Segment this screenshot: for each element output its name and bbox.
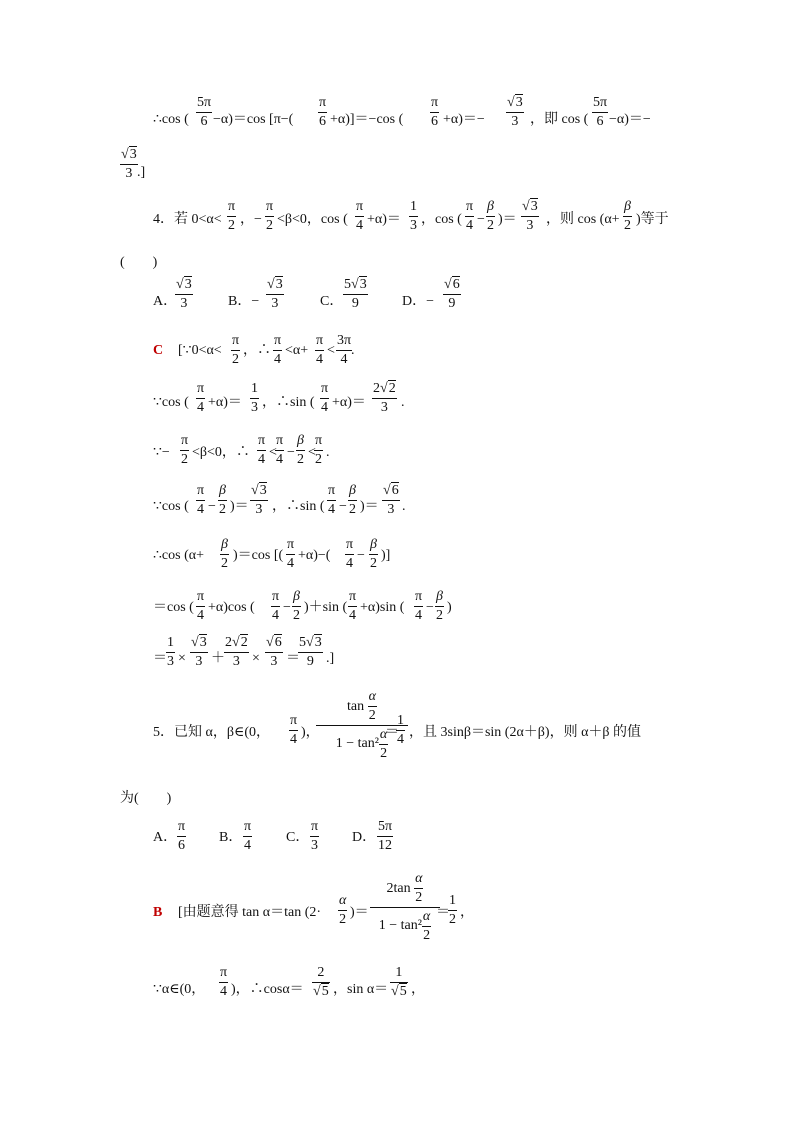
text: ＋ — [211, 651, 225, 666]
fraction: π 2 — [228, 199, 236, 233]
text: ，则 cos (α+ — [546, 212, 620, 227]
fraction: 5π 6 — [197, 95, 212, 129]
text: 为( ) — [120, 791, 172, 806]
option-a-value: √3 3 — [176, 277, 192, 311]
text: )＝ — [360, 499, 379, 514]
text: )＝cos [( — [233, 548, 284, 563]
text: −α)＝cos [π−( — [213, 112, 294, 127]
double-angle-fraction: 2tan $\frac{\alpha}{2}$ 1 − tan² $\frac{\alpha}{2}$ — [370, 872, 440, 943]
text: ∵cos ( — [153, 395, 189, 410]
fraction: π 4 — [356, 199, 364, 233]
fraction: π 6 — [319, 95, 327, 129]
text: −α)＝− — [609, 112, 651, 127]
fraction: π 2 — [232, 333, 240, 367]
text: . — [326, 445, 330, 460]
text: )＝ — [230, 499, 249, 514]
prev-answer-line-1 — [0, 96, 794, 136]
fraction: β 2 — [297, 433, 304, 467]
text: ，∴sin ( — [262, 395, 315, 410]
fraction: π 2 — [181, 433, 189, 467]
fraction: π 4 — [276, 433, 284, 467]
fraction: 2√2 3 — [225, 635, 248, 669]
text: +α)cos ( — [208, 600, 255, 615]
fraction: π 4 — [220, 965, 228, 999]
text: < — [308, 445, 316, 460]
text: < — [327, 343, 335, 358]
fraction: √3 3 — [522, 199, 538, 233]
text: ∵− — [153, 445, 170, 460]
q4-solution-5 — [0, 538, 794, 578]
text: 5．已知 α，β∈(0， — [153, 725, 270, 740]
fraction: π 4 — [346, 537, 354, 571]
option-c-label: C． — [320, 294, 344, 309]
text: )＝ — [498, 212, 517, 227]
fraction: 1 3 — [410, 199, 417, 233]
fraction: √3 3 — [251, 483, 267, 517]
option-c-value: π 3 — [311, 819, 319, 853]
fraction: π 4 — [258, 433, 266, 467]
fraction: √3 3 — [507, 95, 523, 129]
text: <β<0，cos ( — [277, 212, 348, 227]
fraction: α 2 — [339, 893, 347, 927]
text: ∴cos (α+ — [153, 548, 204, 563]
text: 4．若 0<α< — [153, 212, 222, 227]
q5-stem — [0, 690, 794, 776]
fraction: π 4 — [349, 589, 357, 623]
text: +α)＝ — [367, 212, 401, 227]
fraction: β 2 — [293, 589, 300, 623]
fraction: β 2 — [219, 483, 226, 517]
q4-solution-2 — [0, 382, 794, 422]
fraction: 3π 4 — [337, 333, 352, 367]
text: +α)−( — [298, 548, 331, 563]
fraction: 1 3 — [251, 381, 258, 415]
fraction: π 4 — [287, 537, 295, 571]
text: ，sin α＝ — [333, 982, 389, 997]
q4-solution-1 — [0, 334, 794, 374]
text: . — [402, 499, 406, 514]
option-a-value: π 6 — [178, 819, 186, 853]
option-b-label: B． — [219, 830, 243, 845]
fraction: π 4 — [316, 333, 324, 367]
fraction: π 4 — [328, 483, 336, 517]
text: ， — [411, 982, 425, 997]
fraction: π 4 — [197, 381, 205, 415]
q4-solution-4 — [0, 484, 794, 524]
text: − — [283, 600, 291, 615]
text: +α)＝ — [208, 395, 242, 410]
fraction: √3 3 — [191, 635, 207, 669]
text: .] — [326, 651, 335, 666]
text: +α)sin ( — [360, 600, 405, 615]
text: . — [401, 395, 405, 410]
text: − — [426, 600, 434, 615]
fraction: π 4 — [197, 589, 205, 623]
text: )等于 — [636, 212, 669, 227]
text: < — [269, 445, 277, 460]
q4-stem — [0, 200, 794, 240]
option-d-label: D． — [352, 830, 377, 845]
text: ＝ — [153, 651, 167, 666]
fraction: √6 3 — [266, 635, 282, 669]
fraction: 5π 6 — [593, 95, 608, 129]
text: ∵α∈(0， — [153, 982, 206, 997]
text: ，− — [240, 212, 262, 227]
option-b-value: π 4 — [244, 819, 252, 853]
fraction: π 4 — [321, 381, 329, 415]
text: .] — [137, 165, 146, 180]
text: ∵cos ( — [153, 499, 189, 514]
fraction: β 2 — [436, 589, 443, 623]
text: − — [287, 445, 295, 460]
fraction: 1 3 — [167, 635, 174, 669]
fraction: β 2 — [624, 199, 631, 233]
fraction: 5√3 9 — [299, 635, 322, 669]
option-b-label: B．− — [228, 294, 260, 309]
q5-solution-2 — [0, 966, 794, 1006]
q4-solution-6 — [0, 590, 794, 630]
text: [由题意得 tan α＝tan (2· — [178, 905, 322, 920]
prev-answer-line-2 — [0, 148, 794, 188]
option-c-label: C． — [286, 830, 310, 845]
fraction: √3 3 — [121, 147, 137, 181]
fraction: 2√2 3 — [373, 381, 396, 415]
text: )，∴cosα＝ — [231, 982, 304, 997]
fraction: π 4 — [272, 589, 280, 623]
fraction: π 4 — [290, 713, 298, 747]
fraction: β 2 — [487, 199, 494, 233]
text: . — [351, 343, 355, 358]
option-a-label: A． — [153, 830, 178, 845]
answer-letter: B — [153, 905, 163, 920]
fraction: π 2 — [315, 433, 323, 467]
text: − — [477, 212, 485, 227]
text: ＝cos ( — [153, 600, 194, 615]
option-a-label: A． — [153, 294, 178, 309]
text: )＋sin ( — [304, 600, 348, 615]
text: × — [252, 651, 260, 666]
fraction: β 2 — [370, 537, 377, 571]
text: +α)]＝−cos ( — [330, 112, 404, 127]
text: − — [339, 499, 347, 514]
fraction: π 4 — [274, 333, 282, 367]
text: − — [357, 548, 365, 563]
text: +α)＝ — [332, 395, 366, 410]
option-d-label: D．− — [402, 294, 435, 309]
text: ， — [460, 905, 474, 920]
text: ，即 cos ( — [530, 112, 589, 127]
text: × — [178, 651, 186, 666]
text: ＝ — [385, 725, 399, 740]
fraction: 1 4 — [397, 713, 404, 747]
text: +α)＝− — [443, 112, 485, 127]
text: ) — [447, 600, 452, 615]
answer-blank: ( ) — [120, 255, 158, 270]
q4-solution-7 — [0, 636, 794, 676]
fraction: π 4 — [466, 199, 474, 233]
fraction: β 2 — [349, 483, 356, 517]
option-b-value: √3 3 — [267, 277, 283, 311]
fraction: 1 √5 — [391, 965, 407, 999]
q4-options — [0, 278, 794, 318]
fraction: 2 √5 — [313, 965, 329, 999]
q5-options — [0, 820, 794, 860]
fraction: β 2 — [221, 537, 228, 571]
text: ，∴ — [243, 343, 271, 358]
q5-solution-1 — [0, 872, 794, 952]
option-c-value: 5√3 9 — [344, 277, 367, 311]
text: ，且 3sinβ＝sin (2α＋β)，则 α＋β 的值 — [409, 725, 642, 740]
option-d-value: √6 9 — [444, 277, 460, 311]
q4-solution-3 — [0, 434, 794, 474]
text: ＝ — [286, 651, 300, 666]
text: ，cos ( — [421, 212, 462, 227]
answer-letter: C — [153, 343, 164, 358]
fraction: 1 2 — [449, 893, 456, 927]
fraction: π 4 — [197, 483, 205, 517]
text: <α+ — [285, 343, 309, 358]
fraction: π 2 — [266, 199, 274, 233]
fraction: π 6 — [431, 95, 439, 129]
text: ，∴sin ( — [272, 499, 325, 514]
text: <β<0，∴ — [192, 445, 250, 460]
text: [∵0<α< — [178, 343, 222, 358]
text: ＝ — [436, 905, 450, 920]
fraction: √6 3 — [383, 483, 399, 517]
text: − — [208, 499, 216, 514]
text: ∴cos ( — [153, 112, 189, 127]
tan-half-angle-fraction: tan $\frac{\alpha}{2}$ 1 − tan² $\frac{\alpha}{2}$ — [316, 690, 408, 761]
text: )＝ — [350, 905, 369, 920]
text: )] — [381, 548, 391, 563]
text: )， — [301, 725, 320, 740]
option-d-value: 5π 12 — [378, 819, 393, 853]
fraction: π 4 — [415, 589, 423, 623]
